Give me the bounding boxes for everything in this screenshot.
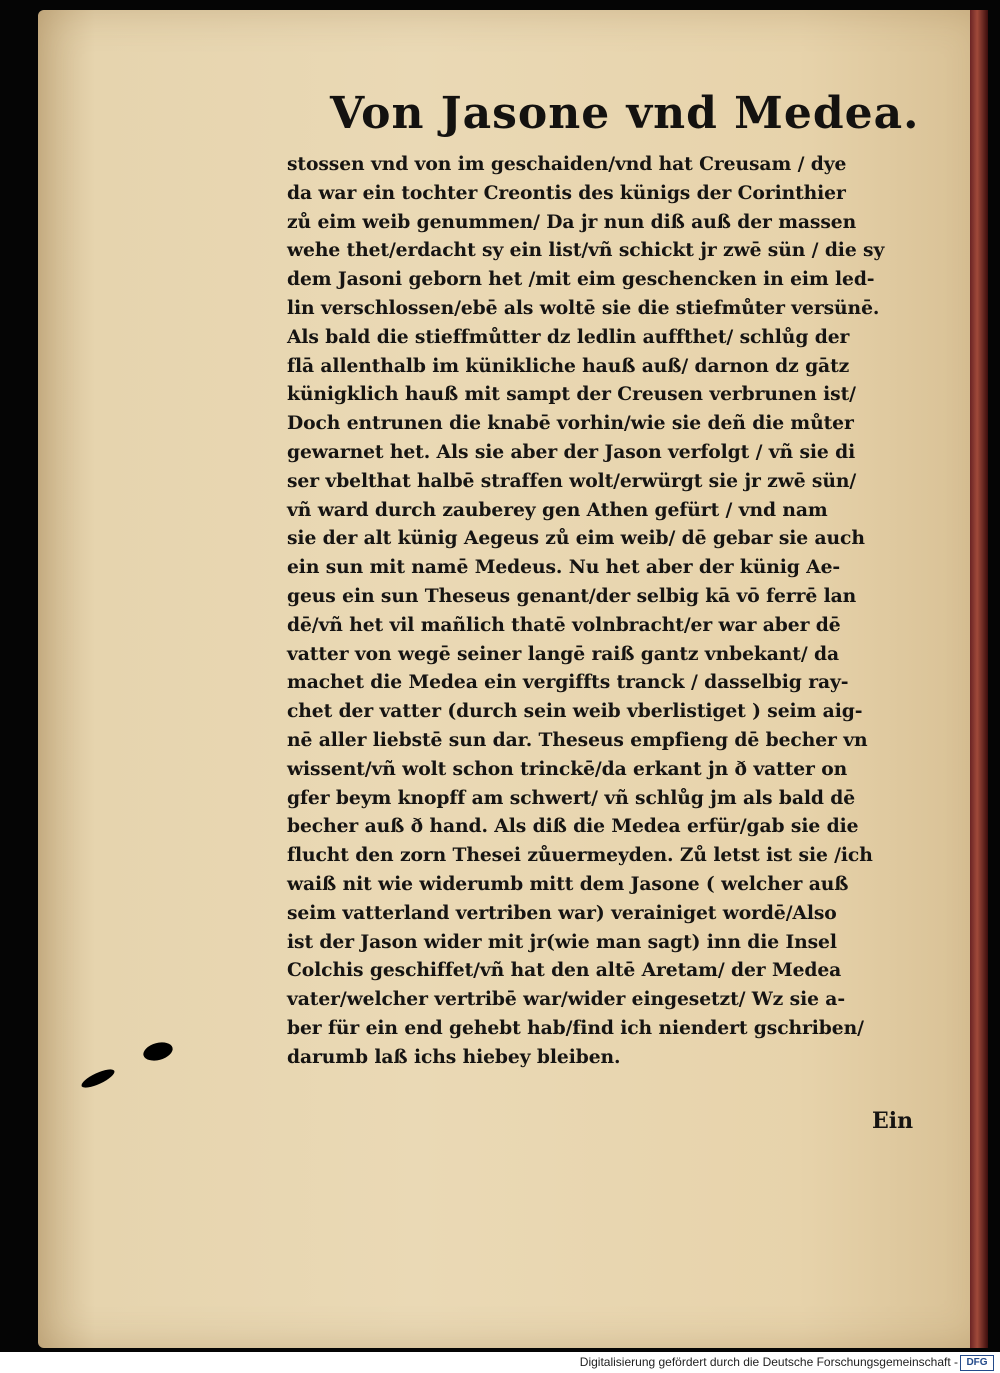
dfg-logo: DFG	[960, 1355, 994, 1371]
footer-credit: Digitalisierung gefördert durch die Deutsche Forschungsgemeinschaft -	[579, 1355, 958, 1369]
text-line: ber für ein end gehebt hab/find ich niendert gschriben/	[287, 1016, 864, 1039]
text-line: vatter von wegē seiner langē raiß gantz vnbekant/ da	[287, 642, 839, 665]
text-line: künigklich hauß mit sampt der Creusen verbrunen ist/	[287, 383, 856, 406]
footer-bar	[0, 1352, 1000, 1373]
catchword: Ein	[872, 1108, 914, 1134]
text-line: stossen vnd von im geschaiden/vnd hat Creusam / dye	[287, 153, 847, 175]
text-line: dē/vñ het vil mañlich thatē volnbracht/er war aber dē	[287, 613, 841, 636]
text-line: chet der vatter (durch sein weib vberlistiget ) seim aig-	[287, 700, 863, 723]
text-line: machet die Medea ein vergiffts tranck / dasselbig ray-	[287, 671, 849, 694]
text-line: Als bald die stieffmůtter dz ledlin auffthet/ schlůg der	[287, 325, 850, 348]
page-title: Von Jasone vnd Medea.	[330, 88, 920, 139]
body-text	[287, 150, 947, 1072]
text-line: ser vbelthat halbē straffen wolt/erwürgt sie jr zwē sün/	[287, 469, 857, 492]
page-edge	[970, 10, 988, 1348]
text-line: gewarnet het. Als sie aber der Jason verfolgt / vñ sie di	[287, 440, 856, 463]
text-line: vñ ward durch zauberey gen Athen gefürt / vnd nam	[287, 498, 828, 521]
text-line: ist der Jason wider mit jr(wie man sagt) inn die Insel	[287, 930, 837, 953]
text-line: dem Jasoni geborn het /mit eim geschencken in eim led-	[287, 268, 875, 291]
text-line: da war ein tochter Creontis des künigs der Corinthier	[287, 181, 846, 204]
text-line: wissent/vñ wolt schon trinckē/da erkant jn ð vatter on	[287, 757, 848, 780]
text-line: seim vatterland vertriben war) verainiget wordē/Also	[287, 901, 837, 924]
text-line: wehe thet/erdacht sy ein list/vñ schickt jr zwē sün / die sy	[287, 239, 885, 262]
text-line: waiß nit wie widerumb mitt dem Jasone ( welcher auß	[287, 872, 849, 895]
text-line: Colchis geschiffet/vñ hat den altē Aretam/ der Medea	[287, 959, 842, 982]
text-line: darumb laß ichs hiebey bleiben.	[287, 1045, 621, 1068]
text-line: flucht den zorn Thesei zůuermeyden. Zů letst ist sie /ich	[287, 844, 873, 867]
text-line: zů eim weib genummen/ Da jr nun diß auß der massen	[287, 210, 857, 233]
text-line: lin verschlossen/ebē als woltē sie die stiefmůter versünē.	[287, 296, 880, 319]
text-line: ein sun mit namē Medeus. Nu het aber der künig Ae-	[287, 556, 841, 579]
text-line: vater/welcher vertribē war/wider eingesetzt/ Wz sie a-	[287, 988, 845, 1011]
text-line: Doch entrunen die knabē vorhin/wie sie deñ die můter	[287, 412, 854, 435]
text-line: sie der alt künig Aegeus zů eim weib/ dē gebar sie auch	[287, 527, 865, 550]
text-line: nē aller liebstē sun dar. Theseus empfieng dē becher vn	[287, 728, 868, 751]
text-line: becher auß ð hand. Als diß die Medea erfür/gab sie die	[287, 815, 859, 838]
text-line: geus ein sun Theseus genant/der selbig kā vō ferrē lan	[287, 584, 857, 607]
text-line: flā allenthalb im künikliche hauß auß/ darnon dz gātz	[287, 354, 850, 377]
text-line: gfer beym knopff am schwert/ vñ schlůg jm als bald dē	[287, 786, 856, 809]
